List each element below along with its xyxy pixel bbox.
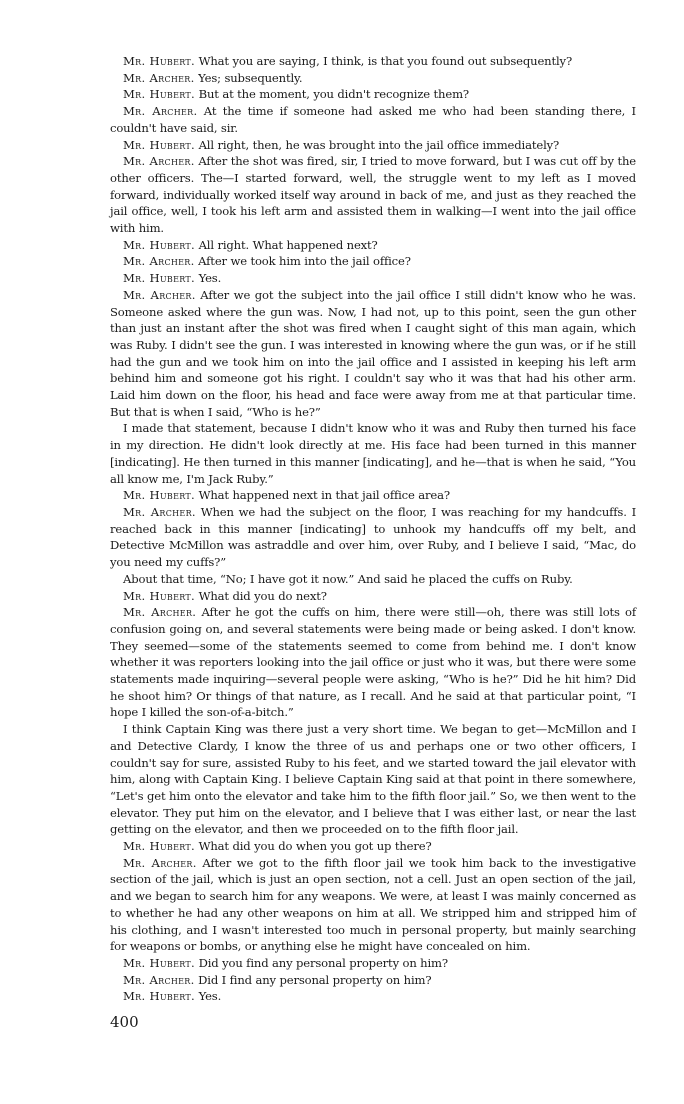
paragraph (110, 103, 636, 136)
paragraph (110, 988, 636, 1005)
speech: All right. What happened next? (195, 237, 378, 252)
paragraph (110, 588, 636, 605)
speaker: Mr. Archer. (123, 972, 195, 987)
speech: What you are saying, I think, is that you found out subsequently? (195, 54, 573, 68)
speech: Yes. (195, 989, 222, 1004)
speech: After we took him into the jail office? (194, 254, 411, 269)
speaker: Mr. Hubert. (123, 271, 196, 286)
paragraph (110, 86, 636, 103)
paragraph (110, 70, 636, 87)
speech: Yes; subsequently. (194, 70, 303, 85)
speaker: Mr. Archer. (123, 154, 195, 169)
paragraph (110, 153, 636, 237)
paragraph (110, 420, 636, 487)
speaker: Mr. Hubert. (123, 488, 196, 503)
speaker: Mr. Archer. (123, 254, 195, 269)
paragraph (110, 955, 636, 972)
speaker: Mr. Hubert. (123, 137, 196, 152)
speaker: Mr. Hubert. (123, 54, 196, 68)
speech: Did you find any personal property on him? (195, 955, 448, 970)
speech: Yes. (195, 271, 222, 286)
paragraph (110, 253, 636, 270)
speech: All right, then, he was brought into the jail office immediately? (195, 137, 560, 152)
speech: After the shot was fired, sir, I tried to move forward, but I was cut off by the other officers. The—I started forward, well, the struggle went to my left as I moved forward, individually worked itself way around in back of me, and just as they reached the jail office, well, I took his left arm and assisted them in walking—I went into the jail office with him. (110, 154, 637, 236)
speech: What did you do next? (195, 588, 327, 603)
speaker: Mr. Hubert. (123, 989, 196, 1004)
paragraph (110, 571, 636, 588)
paragraph (110, 137, 636, 154)
speaker: Mr. Archer. (123, 287, 196, 302)
paragraph (110, 972, 636, 989)
paragraph (110, 287, 636, 421)
speaker: Mr. Archer. (123, 104, 198, 119)
speech: What happened next in that jail office area? (195, 488, 450, 503)
speaker: Mr. Hubert. (123, 955, 196, 970)
speaker: Mr. Archer. (123, 605, 197, 620)
speech: After we got the subject into the jail office I still didn't know who he was. Someone asked where the gun was. Now, I had not, up to this point, seen the gun other than just an instant after the shot was fired when I caught sight of this man again, which was Ruby. I didn't see the gun. I was interested in knowing where the gun was, or if he still had the gun and we took him on into the jail office and I assisted in keeping his left arm behind him and someone got his right. I couldn't say who it was that had his other arm. Laid him down on the floor, his head and face were away from me at that particular time. But that is when I said, “Who is he?” (110, 287, 636, 419)
speech: At the time if someone had asked me who had been standing there, I couldn't have said, sir. (110, 104, 636, 135)
paragraph (110, 604, 636, 721)
speech: After he got the cuffs on him, there were still—oh, there was still lots of confusion going on, and several statements were being made or being asked. I don't know. They seemed—some of the statements seemed to come from behind me. I don't know whether it was reporters looking into the jail office or just who it was, but there were some statements made inquiring—several people were asking, “Who is he?” Did he hit him? Did he shoot him? Or things of that nature, as I recall. And he said at that particular point, “I hope I killed the son-of-a-bitch.” (110, 605, 637, 720)
page-number: 400 (110, 1013, 139, 1031)
speaker: Mr. Archer. (123, 70, 195, 85)
speaker: Mr. Archer. (123, 504, 196, 519)
paragraph (110, 487, 636, 504)
speaker: Mr. Hubert. (123, 839, 196, 854)
paragraph (110, 838, 636, 855)
speech: I think Captain King was there just a very short time. We began to get—McMillon and I and Detective Clardy, I know the three of us and perhaps one or two other officers, I couldn't say for sure, assisted Ruby to his feet, and we started toward the jail elevator with him, along with Captain King. I believe Captain King said at that point in there somewhere, “Let's get him onto the elevator and take him to the fifth floor jail.” So, we then went to the elevator. They put him on the elevator, and I believe that I was either last, or near the last getting on the elevator, and then we proceeded on to the fifth floor jail. (110, 722, 636, 837)
speech: After we got to the fifth floor jail we took him back to the investigative section of the jail, which is just an open section, not a cell. Just an open section of the jail, and we began to search him for any weapons. We were, at least I was mainly concerned as to whether he had any other weapons on him at all. We stripped him and stripped him of his clothing, and I wasn't interested too much in personal property, but mainly searching for weapons or bombs, or anything else he might have concealed on him. (110, 855, 636, 954)
speech: Did I find any personal property on him? (194, 972, 432, 987)
speech: But at the moment, you didn't recognize them? (195, 87, 469, 102)
speaker: Mr. Hubert. (123, 237, 196, 252)
paragraph (110, 237, 636, 254)
speaker: Mr. Hubert. (123, 87, 196, 102)
paragraph (110, 270, 636, 287)
paragraph (110, 721, 636, 838)
paragraph (110, 504, 636, 571)
paragraph (110, 855, 636, 955)
speech: When we had the subject on the floor, I was reaching for my handcuffs. I reached back in this manner [indicating] to unhook my handcuffs off my belt, and Detective McMillon was astraddle and over him, over Ruby, and I believe I said, “Mac, do you need my cuffs?” (110, 504, 637, 570)
speaker: Mr. Hubert. (123, 588, 196, 603)
speech: I made that statement, because I didn't know who it was and Ruby then turned his face in my direction. He didn't look directly at me. His face had been turned in this manner [indicating]. He then turned in this manner [indicating], and he—that is when he said, “You all know me, I'm Jack Ruby.” (110, 421, 636, 486)
speech: About that time, “No; I have got it now.” And said he placed the cuffs on Ruby. (123, 571, 573, 586)
paragraph (110, 53, 636, 70)
testimony-text (110, 53, 636, 1005)
speaker: Mr. Archer. (123, 855, 197, 870)
speech: What did you do when you got up there? (195, 839, 432, 854)
